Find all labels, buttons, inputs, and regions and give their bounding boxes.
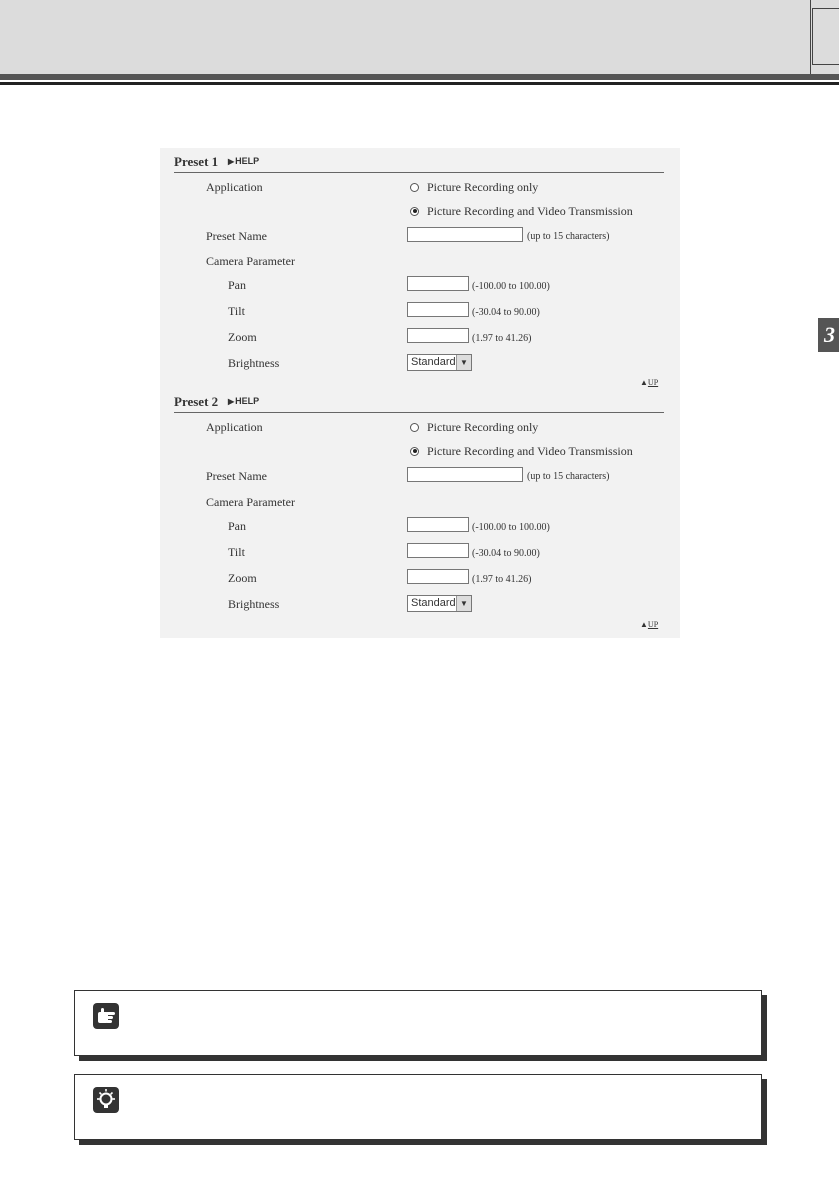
radio-button[interactable]: [410, 447, 419, 456]
triangle-right-icon: ▶: [228, 397, 235, 406]
settings-panel: [160, 148, 680, 638]
preset-name-input[interactable]: [407, 227, 523, 242]
tilt-input[interactable]: [407, 543, 469, 558]
up-link[interactable]: ▲UP: [640, 378, 659, 387]
tilt-hint: (-30.04 to 90.00): [472, 307, 540, 318]
triangle-right-icon: ▶: [228, 157, 235, 166]
radio-picture-recording-only[interactable]: Picture Recording only: [410, 420, 538, 435]
header-rule: [0, 74, 839, 80]
brightness-label: Brightness: [228, 597, 280, 611]
preset-title: Preset 2: [174, 394, 219, 409]
crop-mark: [812, 64, 839, 65]
pan-label: Pan: [228, 519, 246, 533]
lightbulb-icon: [93, 1087, 119, 1113]
application-label: Application: [206, 420, 263, 434]
radio-picture-recording-video[interactable]: Picture Recording and Video Transmission: [410, 444, 633, 459]
tilt-label: Tilt: [228, 304, 245, 318]
chevron-down-icon[interactable]: ▼: [456, 355, 471, 370]
radio-button[interactable]: [410, 207, 419, 216]
page-header-band: [0, 0, 839, 74]
camera-parameter-label: Camera Parameter: [206, 495, 295, 509]
pan-hint: (-100.00 to 100.00): [472, 522, 550, 533]
zoom-input[interactable]: [407, 569, 469, 584]
pan-input[interactable]: [407, 276, 469, 291]
preset-name-hint: (up to 15 characters): [527, 231, 610, 242]
preset-name-label: Preset Name: [206, 229, 267, 243]
preset-name-label: Preset Name: [206, 469, 267, 483]
zoom-hint: (1.97 to 41.26): [472, 574, 532, 585]
preset-title: Preset 1: [174, 154, 219, 169]
radio-picture-recording-video[interactable]: Picture Recording and Video Transmission: [410, 204, 633, 219]
radio-button[interactable]: [410, 423, 419, 432]
zoom-hint: (1.97 to 41.26): [472, 333, 532, 344]
brightness-label: Brightness: [228, 356, 280, 370]
note-box: [74, 1074, 762, 1140]
preset-name-input[interactable]: [407, 467, 523, 482]
chevron-down-icon[interactable]: ▼: [456, 596, 471, 611]
pointing-hand-icon: [93, 1003, 119, 1029]
brightness-select[interactable]: Standard ▼: [407, 595, 472, 612]
chapter-number: 3: [824, 322, 835, 347]
camera-parameter-label: Camera Parameter: [206, 254, 295, 268]
tilt-label: Tilt: [228, 545, 245, 559]
triangle-up-icon: ▲: [640, 620, 648, 629]
up-link[interactable]: ▲UP: [640, 620, 659, 629]
brightness-select[interactable]: Standard ▼: [407, 354, 472, 371]
help-link[interactable]: ▶HELP: [228, 156, 260, 166]
pan-hint: (-100.00 to 100.00): [472, 281, 550, 292]
pan-label: Pan: [228, 278, 246, 292]
crop-mark: [812, 8, 839, 9]
note-box: [74, 990, 762, 1056]
crop-mark: [810, 0, 811, 74]
preset-header: [174, 392, 664, 413]
zoom-input[interactable]: [407, 328, 469, 343]
triangle-up-icon: ▲: [640, 378, 648, 387]
chapter-tab: [818, 318, 839, 352]
header-rule-thin: [0, 82, 839, 85]
preset-header: [174, 152, 664, 173]
preset-name-hint: (up to 15 characters): [527, 471, 610, 482]
radio-button[interactable]: [410, 183, 419, 192]
zoom-label: Zoom: [228, 330, 257, 344]
tilt-input[interactable]: [407, 302, 469, 317]
crop-mark: [812, 8, 813, 65]
application-label: Application: [206, 180, 263, 194]
radio-picture-recording-only[interactable]: Picture Recording only: [410, 180, 538, 195]
zoom-label: Zoom: [228, 571, 257, 585]
pan-input[interactable]: [407, 517, 469, 532]
tilt-hint: (-30.04 to 90.00): [472, 548, 540, 559]
help-link[interactable]: ▶HELP: [228, 396, 260, 406]
